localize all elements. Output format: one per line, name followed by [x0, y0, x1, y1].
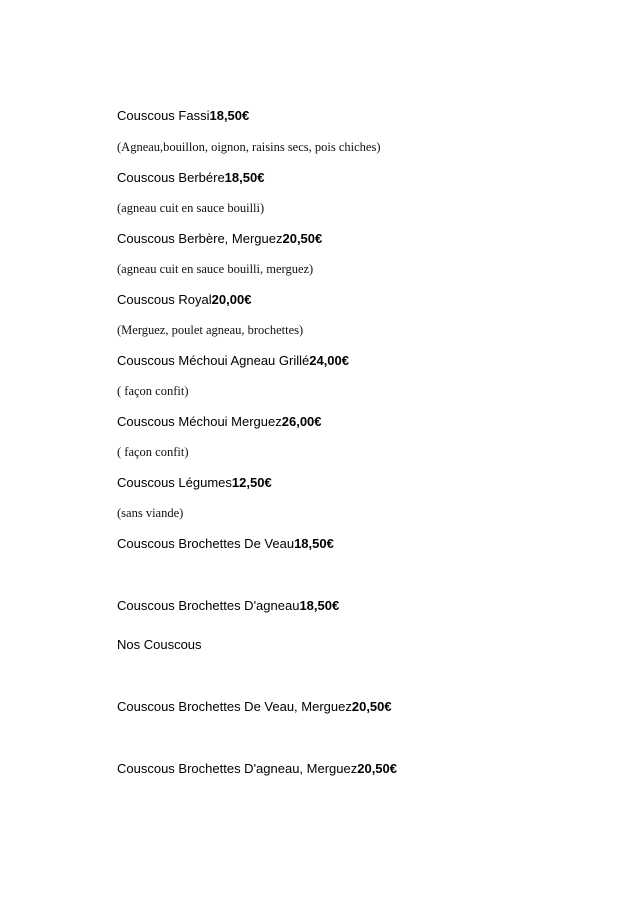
item-name: Couscous Légumes	[117, 475, 232, 490]
item-name: Couscous Berbère, Merguez	[117, 231, 283, 246]
item-price: 20,00€	[211, 292, 252, 307]
item-description: ( façon confit)	[117, 445, 189, 459]
item-name: Couscous Méchoui Agneau Grillé	[117, 353, 310, 368]
item-price: 20,50€	[351, 699, 392, 714]
item-price: 12,50€	[231, 475, 272, 490]
item-price: 18,50€	[224, 170, 265, 185]
item-price: 18,50€	[209, 108, 250, 123]
item-price: 20,50€	[357, 761, 397, 776]
item-name: Couscous Berbére	[117, 170, 225, 185]
menu-item-title	[117, 353, 349, 368]
item-description: (sans viande)	[117, 506, 184, 520]
item-name: Couscous Brochettes D'agneau	[117, 598, 300, 613]
item-price: 20,50€	[282, 231, 323, 246]
item-name: Couscous Royal	[117, 292, 212, 307]
item-description: (agneau cuit en sauce bouilli)	[117, 201, 265, 215]
item-name: Couscous Brochettes De Veau	[117, 536, 295, 551]
menu-item-title	[117, 414, 322, 429]
menu-item-title	[117, 170, 264, 185]
item-price: 24,00€	[309, 353, 349, 368]
menu-item-title	[117, 761, 397, 776]
item-price: 18,50€	[294, 536, 334, 551]
section-title: Nos Couscous	[117, 637, 202, 652]
item-name: Couscous Méchoui Merguez	[117, 414, 282, 429]
item-description: ( façon confit)	[117, 384, 189, 398]
menu-item-title	[117, 699, 392, 714]
item-name: Couscous Brochettes D'agneau, Merguez	[117, 761, 358, 776]
item-description: (agneau cuit en sauce bouilli, merguez)	[117, 262, 314, 276]
item-price: 18,50€	[299, 598, 340, 613]
item-name: Couscous Brochettes De Veau, Merguez	[117, 699, 352, 714]
menu-item-title	[117, 108, 249, 123]
menu-item-title	[117, 231, 322, 246]
item-price: 26,00€	[281, 414, 322, 429]
menu-item-title	[117, 475, 272, 490]
menu-item-title	[117, 598, 339, 613]
item-description: (Merguez, poulet agneau, brochettes)	[117, 323, 304, 337]
menu-item-title	[117, 536, 334, 551]
item-name: Couscous Fassi	[117, 108, 210, 123]
item-description: (Agneau,bouillon, oignon, raisins secs, pois chiches)	[117, 140, 381, 154]
menu-item-title	[117, 292, 251, 307]
